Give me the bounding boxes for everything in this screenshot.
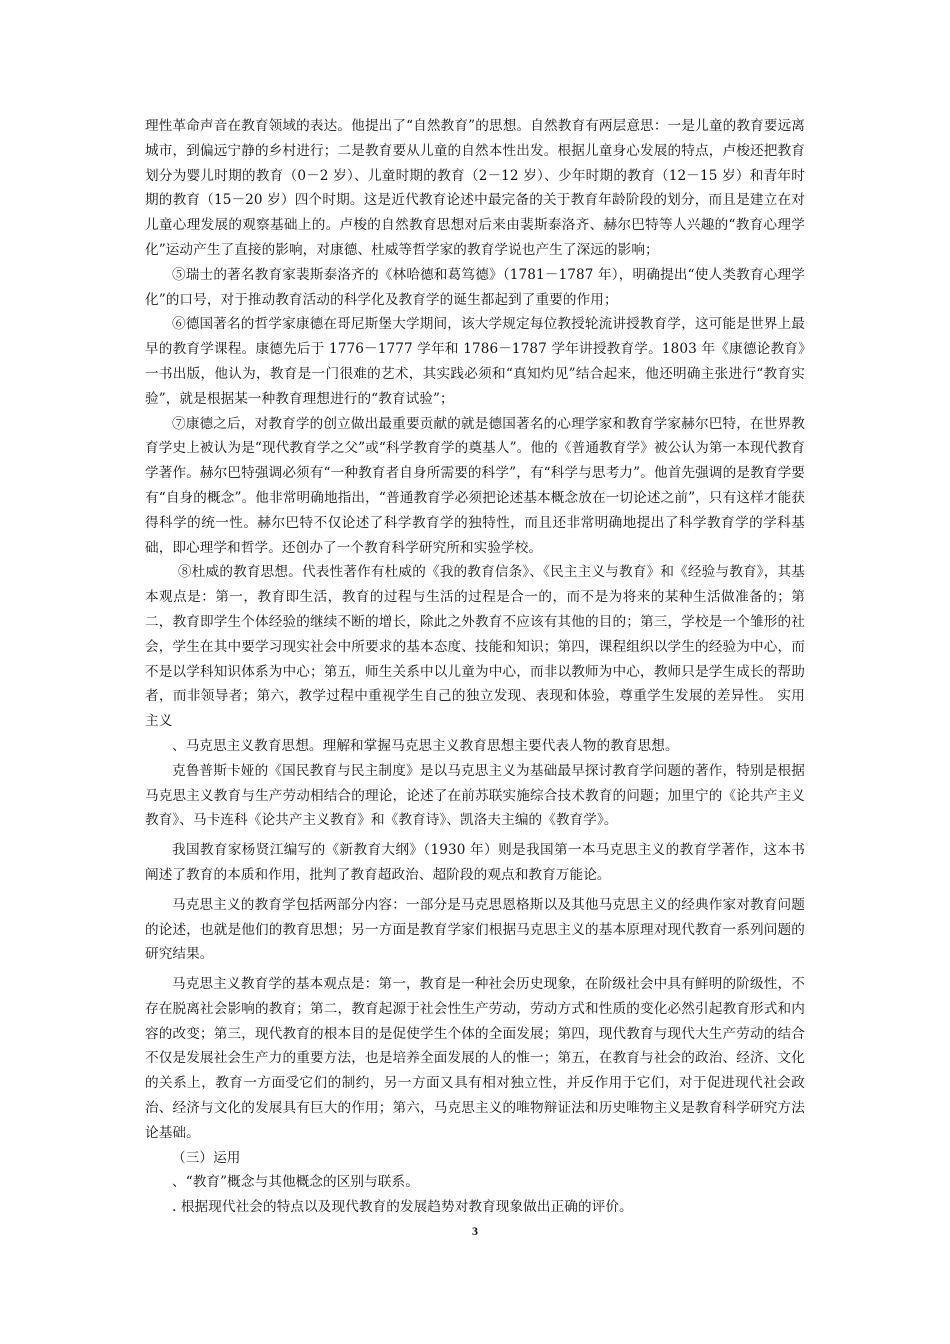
list-item-evaluation: . 根据现代社会的特点以及现代教育的发展趋势对教育现象做出正确的评价。 [172, 1199, 633, 1216]
paragraph-yang-xianjiang: 我国教育家杨贤江编写的《新教育大纲》（1930 年）则是我国第一本马克思主义的教育学著作，这本书阐述了教育的本质和作用，批判了教育超政治、超阶段的观点和教育万能论。 [145, 842, 805, 883]
page-number: 3 [472, 1224, 478, 1238]
paragraph-rousseau-continued: 理性革命声音在教育领域的表达。他提出了“自然教育”的思想。自然教育有两层意思：一是儿童的教育要远离城市，到偏远宁静的乡村进行；二是教育要从儿童的自然本性出发。根据儿童身心发展的特点，卢梭还把教育划分为婴儿时期的教育（0－2 岁）、儿童时期的教育（2－12 岁）、少年时期的教育（12－15 岁）和青年时期的教育（15－20 岁）四个时期。这是近代教育论述中最完备的关于教育年龄阶段的划分，而且是建立在对儿童心理发展的观察基础上的。卢梭的自然教育思想对后来由裴斯泰洛齐、赫尔巴特等人兴趣的“教育心理学化”运动产生了直接的影响，对康德、杜威等哲学家的教育学说也产生了深远的影响； [145, 118, 805, 258]
section-heading-application: （三）运用 [172, 1149, 241, 1166]
paragraph-marxist-heading: 、马克思主义教育思想。理解和掌握马克思主义教育思想主要代表人物的教育思想。 [172, 737, 679, 754]
paragraph-marxist-views: 马克思主义教育学的基本观点是：第一，教育是一种社会历史现象，在阶级社会中具有鲜明的阶级性，不存在脱离社会影响的教育；第二，教育起源于社会性生产劳动，劳动方式和性质的变化必然引起教育形式和内容的改变；第三，现代教育的根本目的是促使学生个体的全面发展；第四，现代教育与现代大生产劳动的结合不仅是发展社会生产力的重要方法，也是培养全面发展的人的惟一；第五，在教育与社会的政治、经济、文化的关系上，教育一方面受它们的制约，另一方面又具有相对独立性，并反作用于它们，对于促进现代社会政治、经济与文化的发展具有巨大的作用；第六，马克思主义的唯物辩证法和历史唯物主义是教育科学研究方法论基础。 [145, 976, 805, 1141]
paragraph-kant: ⑥德国著名的哲学家康德在哥尼斯堡大学期间，该大学规定每位教授轮流讲授教育学，这可能是世界上最早的教育学课程。康德先后于 1776－1777 学年和 1786－1787 学年讲授教育学。1803 年《康德论教育》一书出版，他认为，教育是一门很难的艺术，其实践必须和“真知灼见”结合起来，他还明确主张进行“教育实验”，就是根据某一种教育理想进行的“教育试验”； [145, 316, 805, 407]
paragraph-pestalozzi: ⑤瑞士的著名教育家裴斯泰洛齐的《林哈德和葛笃德》（1781－1787 年），明确提出“使人类教育心理学化”的口号，对于推动教育活动的科学化及教育学的诞生都起到了重要的作用； [145, 266, 805, 308]
list-item-education-concept: 、“教育”概念与其他概念的区别与联系。 [172, 1174, 419, 1191]
body-text [145, 114, 805, 1220]
paragraph-herbart: ⑦康德之后，对教育学的创立做出最重要贡献的就是德国著名的心理学家和教育学家赫尔巴特，在世界教育学史上被认为是“现代教育学之父”或“科学教育学的奠基人”。他的《普通教育学》被公认为第一本现代教育学著作。赫尔巴特强调必须有“一种教育者自身所需要的科学”，有“科学与思考力”。他首先强调的是教育学要有“自身的概念”。他非常明确地指出，“普通教育学必须把论述基本概念放在一切论述之前”，只有这样才能获得科学的统一性。赫尔巴特不仅论述了科学教育学的独特性，而且还非常明确地提出了科学教育学的学科基础，即心理学和哲学。还创办了一个教育科学研究所和实验学校。 [145, 415, 805, 556]
paragraph-dewey: ⑧杜威的教育思想。代表性著作有杜威的《我的教育信条》、《民主主义与教育》和《经验与教育》，其基本观点是：第一，教育即生活，教育的过程与生活的过程是合一的，而不是为将来的某种生活做准备的；第二，教育即学生个体经验的继续不断的增长，除此之外教育不应该有其他的目的；第三，学校是一个雏形的社会，学生在其中要学习现实社会中所要求的基本态度、技能和知识；第四，课程组织以学生的经验为中心，而不是以学科知识体系为中心；第五，师生关系中以儿童为中心，而非以教师为中心，教师只是学生成长的帮助者，而非领导者；第六，教学过程中重视学生自己的独立发现、表现和体验，尊重学生发展的差异性。 实用主义 [145, 564, 805, 730]
paragraph-marxist-content: 马克思主义的教育学包括两部分内容：一部分是马克思恩格斯以及其他马克思主义的经典作家对教育问题的论述，也就是他们的教育思想；另一方面是教育学家们根据马克思主义的基本原理对现代教育一系列问题的研究结果。 [145, 896, 805, 963]
paragraph-krupskaya: 克鲁普斯卡娅的《国民教育与民主制度》是以马克思主义为基础最早探讨教育学问题的著作，特别是根据马克思主义教育与生产劳动相结合的理论，论述了在前苏联实施综合技术教育的问题；加里宁的《论共产主义教育》、马卡连科《论共产主义教育》和《教育诗》、凯洛夫主编的《教育学》。 [145, 762, 805, 829]
